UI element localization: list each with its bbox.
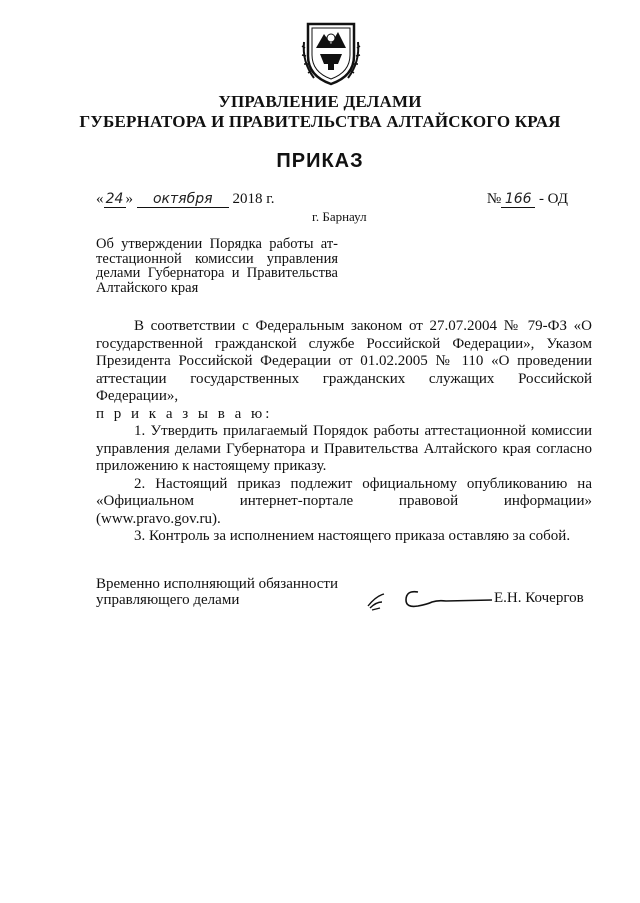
date-quote-open: « (96, 191, 104, 207)
signer-position-line: управляющего делами (96, 592, 240, 608)
coat-of-arms-icon (300, 18, 362, 88)
document-number (487, 191, 568, 208)
date-day: 24 (104, 191, 126, 208)
number-suffix: - ОД (538, 191, 568, 207)
subject-line: Алтайского края (96, 279, 199, 296)
subject-line: тестационной комиссии управления (96, 250, 338, 267)
subject-line: Об утверждении Порядка работы ат- (96, 236, 338, 252)
order-item: 3. Контроль за исполнением настоящего приказа оставляю за собой. (134, 528, 571, 544)
date-quote-close: » (125, 191, 133, 207)
document-date (96, 191, 274, 208)
date-month: октября (137, 191, 229, 208)
signer-name: Е.Н. Кочергов (494, 590, 584, 606)
organization-name-line1: УПРАВЛЕНИЕ ДЕЛАМИ (218, 92, 422, 111)
document-subject (96, 237, 338, 295)
document-type-title: ПРИКАЗ (276, 150, 364, 172)
signer-position (96, 576, 338, 608)
number-value: 166 (501, 191, 535, 208)
preamble-paragraph: В соответствии с Федеральным законом от 27.07.2004 № 79-ФЗ «О государственной гражданской службе Российской Федерации», Указом Президента Российской Федерации от 01.02.2005 № 110 «О проведении аттестации государственных гражданских служащих Российской Федерации», (96, 318, 592, 404)
number-prefix: № (486, 191, 502, 207)
signer-position-line: Временно исполняющий обязанности (96, 576, 339, 592)
order-word: п р и к а з ы в а ю: (96, 405, 273, 422)
date-year: 2018 г. (232, 191, 275, 207)
order-item: 2. Настоящий приказ подлежит официальному опубликованию на «Официальном интернет-портале правовой информации» (www.pravo.gov.ru). (96, 475, 592, 527)
subject-line: делами Губернатора и Правительства (96, 265, 338, 281)
document-body (96, 318, 592, 546)
handwritten-signature-icon (366, 586, 492, 612)
order-item: 1. Утвердить прилагаемый Порядок работы аттестационной комиссии управления делами Губернатора и Правительства Алтайского края согласно приложению к настоящему приказу. (96, 423, 592, 474)
city: г. Барнаул (312, 209, 367, 224)
organization-name-line2: ГУБЕРНАТОРА И ПРАВИТЕЛЬСТВА АЛТАЙСКОГО КРАЯ (79, 112, 561, 131)
